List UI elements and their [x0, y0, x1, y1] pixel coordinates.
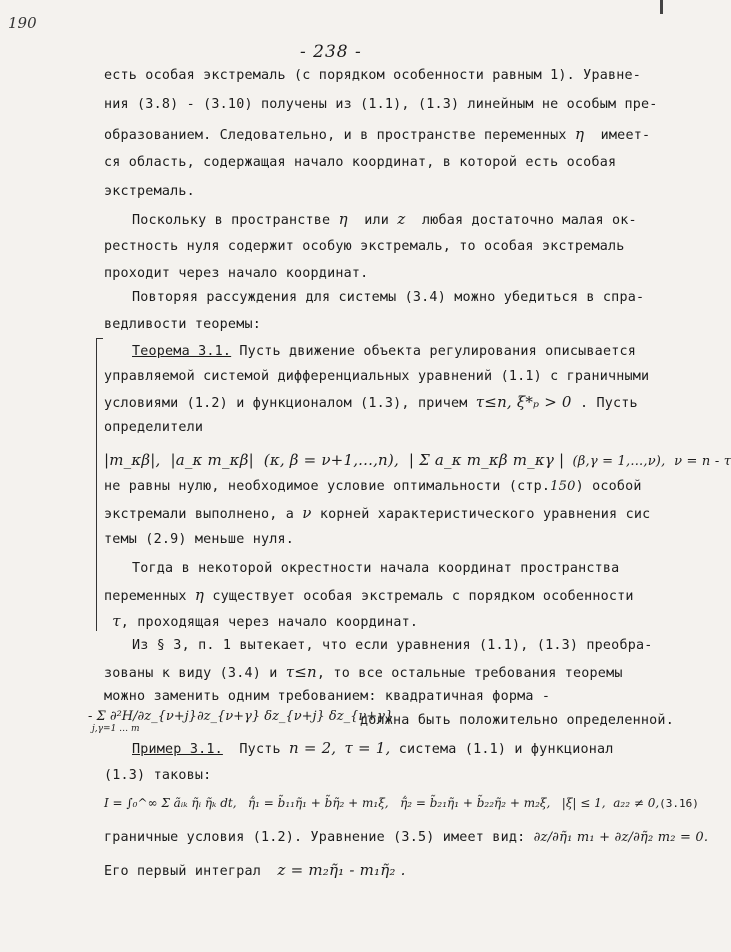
- text-line: Повторяя рассуждения для системы (3.4) можно убедиться в спра-: [132, 290, 645, 305]
- equation-number: (3.16): [659, 797, 699, 810]
- theorem-title: Теорема 3.1.: [132, 344, 232, 359]
- sum-limits: j,γ=1 … m: [92, 724, 140, 734]
- text-line: Теорема 3.1. Пусть движение объекта регулирования описывается: [132, 344, 636, 359]
- symbol-eta: η: [574, 125, 585, 143]
- text-line: Пример 3.1. Пусть n = 2, τ = 1, система (1.1) и функционал: [132, 739, 614, 757]
- text-line: образованием. Следовательно, и в пространстве переменных η имеет-: [104, 125, 651, 143]
- text-line: (1.3) таковы:: [104, 768, 212, 783]
- determinants-formula: |m_κβ|, |a_κ m_κβ| (κ, β = ν+1,...,n), | Σ a_κ m_κβ m_κγ | (β,γ = 1,...,ν), ν = n - τ: [104, 451, 731, 469]
- text-line: Тогда в некоторой окрестности начала координат пространства: [132, 561, 620, 576]
- text-line: экстремаль.: [104, 184, 195, 199]
- text-line: проходит через начало координат.: [104, 266, 369, 281]
- equation-3-16: I = ∫₀^∞ Σ ãᵢₖ η̃ᵢ η̃ₖ dt, η̃̇₁ = b̃₁₁η̃₁ + b̃η̃₂ + m₁ξ, η̃̇₂ = b̃₂₁η̃₁ + b̃₂₂η̃₂ + m₂ξ, |ξ| ≤ 1, a₂₂ ≠ 0,(3.16): [104, 796, 699, 810]
- quadratic-form: [88, 705, 393, 734]
- condition-formula: τ≤n, ξ*ₚ > 0: [475, 393, 572, 411]
- text-line: ся область, содержащая начало координат, в которой есть особая: [104, 155, 617, 170]
- text-line: зованы к виду (3.4) и τ≤n, то все остальные требования теоремы: [104, 663, 623, 681]
- text-line: есть особая экстремаль (с порядком особенности равным 1). Уравне-: [104, 68, 642, 83]
- text-line: темы (2.9) меньше нуля.: [104, 532, 295, 547]
- text-line: должна быть положительно определенной.: [360, 713, 674, 728]
- text-line: ведливости теоремы:: [104, 317, 261, 332]
- margin-page-note: 190: [8, 14, 37, 32]
- text-line: рестность нуля содержит особую экстремаль, то особая экстремаль: [104, 239, 625, 254]
- text-line: ния (3.8) - (3.10) получены из (1.1), (1.3) линейным не особым пре-: [104, 97, 658, 112]
- text-line: условиями (1.2) и функционалом (1.3), причем τ≤n, ξ*ₚ > 0 . Пусть: [104, 393, 638, 411]
- text-line: управляемой системой дифференциальных уравнений (1.1) с граничными: [104, 369, 650, 384]
- text-line: определители: [104, 420, 204, 435]
- text-line: можно заменить одним требованием: квадратичная форма -: [104, 689, 551, 704]
- theorem-bracket: [96, 338, 103, 631]
- example-title: Пример 3.1.: [132, 742, 223, 757]
- text-line: не равны нулю, необходимое условие оптимальности (стр.150) особой: [104, 479, 642, 494]
- text-line: Из § 3, п. 1 вытекает, что если уравнения (1.1), (1.3) преобра-: [132, 638, 653, 653]
- quadratic-form-formula: - Σ ∂²H/∂z_{ν+j}∂z_{ν+γ} δz_{ν+j} δz_{ν+γ}: [88, 709, 394, 724]
- text-line: экстремали выполнено, а ν корней характеристического уравнения сис: [104, 504, 651, 522]
- text-line: Поскольку в пространстве η или z любая достаточно малая ок-: [132, 210, 637, 228]
- text-line: τ, проходящая через начало координат.: [112, 612, 419, 630]
- text-line: граничные условия (1.2). Уравнение (3.5) имеет вид: ∂z/∂η̃₁ m₁ + ∂z/∂η̃₂ m₂ = 0.: [104, 830, 709, 845]
- text-line: переменных η существует особая экстремаль с порядком особенности: [104, 586, 634, 604]
- margin-mark: [660, 0, 663, 14]
- page-number: - 238 -: [300, 42, 362, 62]
- text-line: Его первый интеграл z = m₂η̃₁ - m₁η̃₂ .: [104, 861, 406, 879]
